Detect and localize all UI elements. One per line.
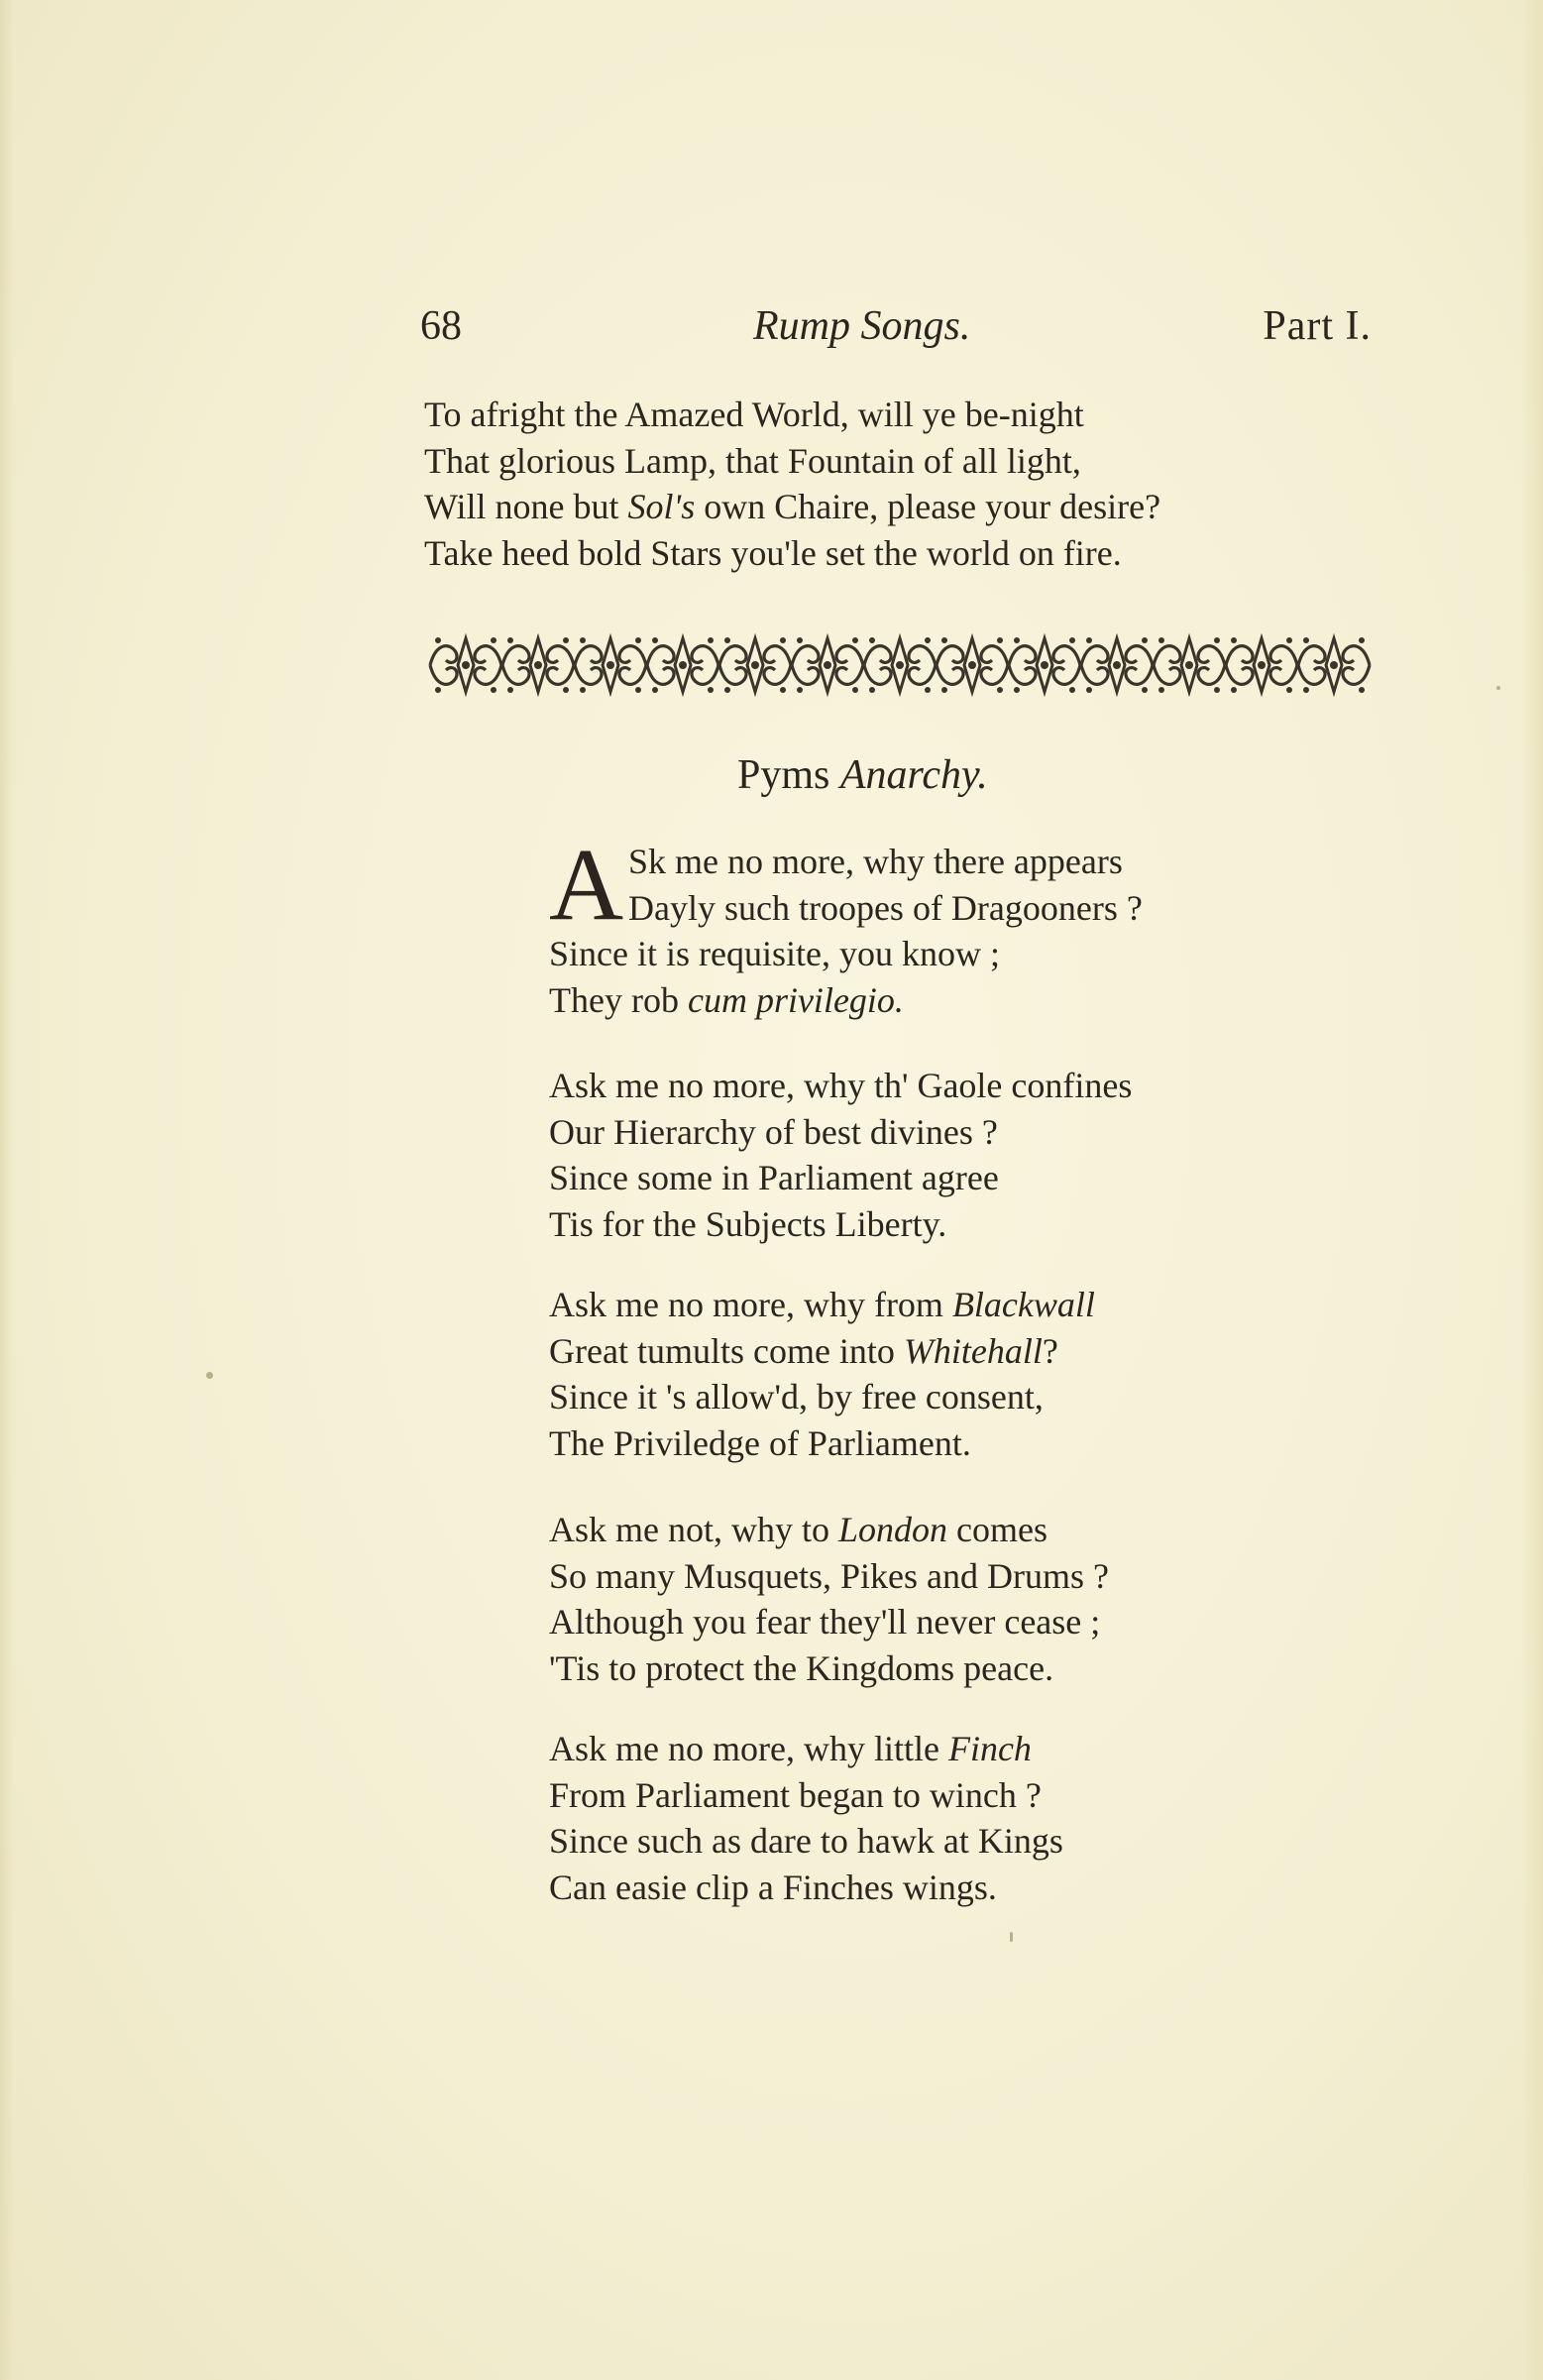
verse-line: From Parliament began to winch ? bbox=[549, 1774, 1042, 1815]
italic-place-blackwall: Blackwall bbox=[951, 1285, 1095, 1324]
part-label: Part I. bbox=[1263, 303, 1372, 349]
running-title: Rump Songs. bbox=[753, 303, 971, 349]
verse-text: comes bbox=[947, 1510, 1047, 1549]
paper-speck bbox=[1010, 1932, 1013, 1942]
verse-line: That glorious Lamp, that Fountain of all light, bbox=[424, 440, 1081, 481]
drop-cap: A bbox=[549, 828, 624, 942]
verse-line: To afright the Amazed World, will ye be-night bbox=[424, 395, 1084, 434]
verse-text: Ask me no more, why from bbox=[549, 1285, 952, 1324]
verse-line bbox=[424, 484, 1160, 530]
verse-line: Our Hierarchy of best divines ? bbox=[549, 1111, 998, 1152]
verse-line: Can easie clip a Finches wings. bbox=[549, 1867, 997, 1907]
verse-text: Ask me no more, why little bbox=[549, 1729, 948, 1768]
verse-line bbox=[549, 1282, 1095, 1328]
verse-line: Dayly such troopes of Dragooners ? bbox=[628, 887, 1143, 928]
paper-speck bbox=[206, 1372, 213, 1379]
verse-line: Ask me no more, why th' Gaole confines bbox=[549, 1066, 1133, 1105]
poem-title-plain: Pyms bbox=[737, 752, 840, 798]
stanza-1 bbox=[549, 828, 1143, 1023]
verse-line bbox=[549, 1726, 1063, 1772]
stanza-4 bbox=[549, 1507, 1109, 1691]
verse-text: own Chaire, please your desire? bbox=[695, 487, 1161, 526]
stanza-3 bbox=[549, 1282, 1095, 1466]
verse-line: The Priviledge of Parliament. bbox=[549, 1422, 971, 1463]
verse-text: They rob bbox=[549, 979, 688, 1020]
verse-line: Sk me no more, why there appears bbox=[628, 842, 1123, 881]
verse-text: Ask me not, why to bbox=[549, 1510, 838, 1549]
verse-line bbox=[549, 1507, 1109, 1553]
verse-line bbox=[549, 1328, 1095, 1375]
stanza-5 bbox=[549, 1726, 1063, 1910]
verse-line: Tis for the Subjects Liberty. bbox=[549, 1203, 947, 1244]
verse-text: ? bbox=[1042, 1330, 1058, 1371]
stanza-2 bbox=[549, 1063, 1132, 1247]
italic-place-london: London bbox=[838, 1510, 948, 1549]
verse-line: Since it is requisite, you know ; bbox=[549, 934, 1000, 973]
poem-title-italic: Anarchy. bbox=[839, 752, 988, 798]
verse-line: Since it 's allow'd, by free consent, bbox=[549, 1377, 1044, 1417]
verse-line: Although you fear they'll never cease ; bbox=[549, 1602, 1101, 1642]
paper-speck bbox=[1496, 686, 1500, 690]
page-right-edge-shadow bbox=[1521, 0, 1543, 2380]
floral-border-ornament-icon bbox=[428, 632, 1372, 698]
verse-line: 'Tis to protect the Kingdoms peace. bbox=[549, 1647, 1054, 1688]
verse-line: Since such as dare to hawk at Kings bbox=[549, 1821, 1063, 1861]
page-left-edge-shadow bbox=[0, 0, 14, 2380]
intro-stanza bbox=[424, 392, 1160, 576]
poem-title bbox=[737, 751, 988, 799]
running-header bbox=[420, 302, 1372, 362]
italic-latin-phrase: cum privilegio. bbox=[687, 979, 904, 1020]
italic-place-whitehall: Whitehall bbox=[903, 1330, 1043, 1371]
verse-line bbox=[549, 977, 1143, 1024]
verse-line: Since some in Parliament agree bbox=[549, 1158, 999, 1197]
italic-name-sol: Sol's bbox=[627, 487, 696, 526]
italic-name-finch: Finch bbox=[947, 1729, 1032, 1768]
verse-line: Take heed bold Stars you'le set the world on fire. bbox=[424, 532, 1122, 573]
verse-text: Will none but bbox=[424, 487, 628, 526]
page-number: 68 bbox=[420, 303, 462, 349]
verse-text: Great tumults come into bbox=[549, 1330, 904, 1371]
verse-line: So many Musquets, Pikes and Drums ? bbox=[549, 1555, 1109, 1596]
